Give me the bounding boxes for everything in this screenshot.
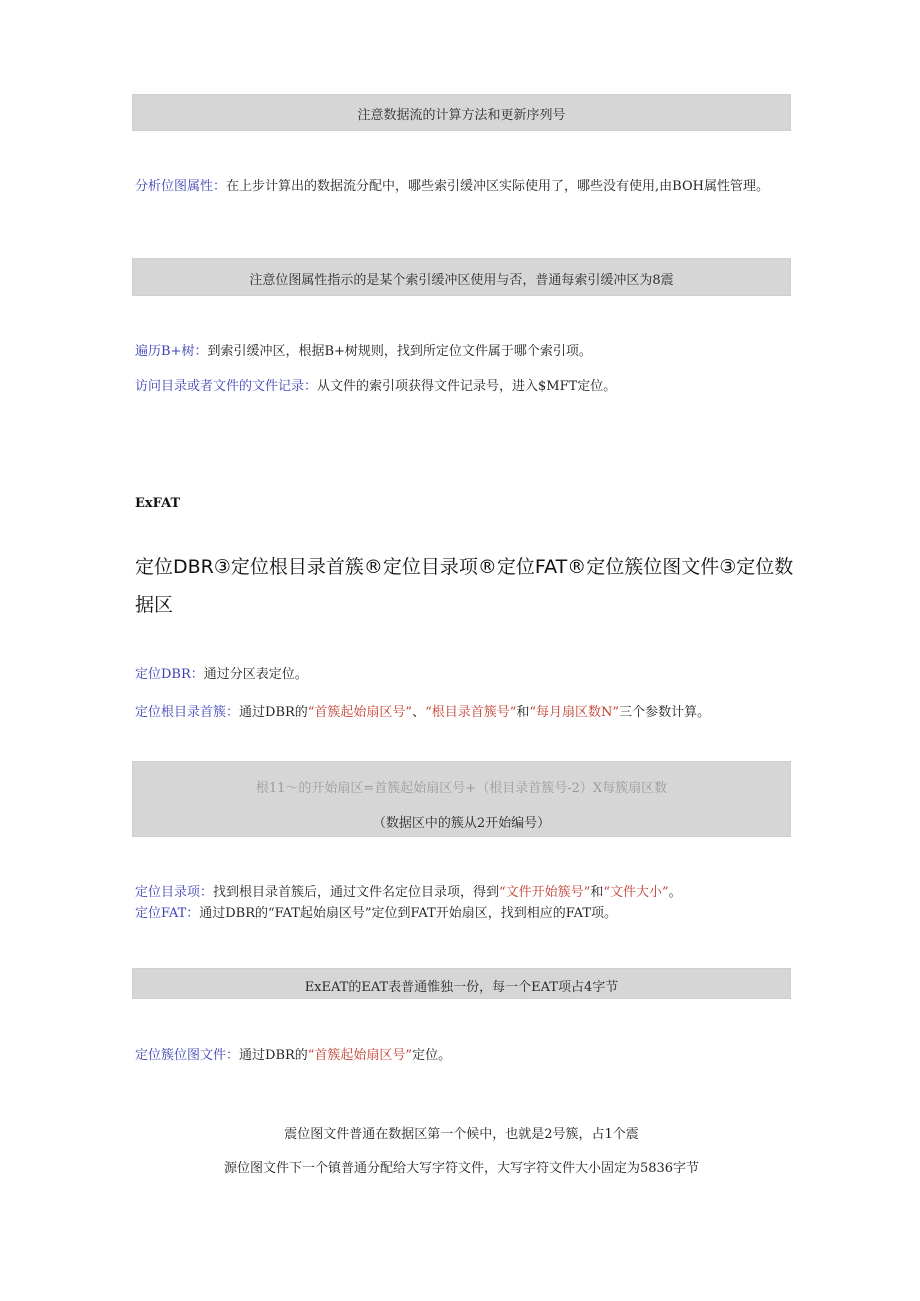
- paragraph-root-cluster: [135, 700, 710, 726]
- separator: 、: [412, 705, 426, 720]
- paragraph-label: 遍历B+树：: [135, 344, 208, 359]
- formula-note: （数据区中的簇从2开始编号）: [372, 816, 551, 831]
- formula-box: [132, 761, 791, 837]
- paragraph-cluster-bitmap: [135, 1043, 451, 1069]
- section-title: ExFAT: [135, 496, 181, 511]
- note-box-data-stream: [132, 94, 791, 131]
- paragraph-traverse-btree: [135, 339, 592, 365]
- paragraph-text: 通过分区表定位。: [203, 667, 308, 682]
- note-box-bitmap: [132, 258, 791, 296]
- paragraph-label: 定位DBR：: [135, 667, 204, 682]
- note-text: ExEAT的EAT表普通惟独一份，每一个EAT项占4字节: [304, 980, 619, 995]
- paragraph-locate-dbr: [135, 662, 308, 688]
- paragraph-text: 。: [668, 885, 682, 900]
- paragraph-label: 分析位图属性：: [135, 179, 227, 194]
- formula-text: 根11～的开始扇区=首簇起始扇区号+（根目录首簇号-2）X每簇扇区数: [255, 781, 668, 796]
- paragraph-text: 在上步计算出的数据流分配中，哪些索引缓冲区实际使用了，哪些没有使用,由BOH属性管理。: [226, 179, 769, 194]
- paragraph-label: 定位根目录首簇：: [135, 705, 240, 720]
- paragraph-text: 三个参数计算。: [619, 705, 711, 720]
- paragraph-text: 和: [516, 705, 530, 720]
- paragraph-bitmap-attribute: [135, 174, 790, 200]
- paragraph-locate-fat: [135, 901, 617, 927]
- centered-note-bitmap-location: 震位图文件普通在数据区第一个候中，也就是2号簇，占1个震: [284, 1127, 639, 1142]
- centered-note-upcase-file: 源位图文件下一个镇普通分配给大写字符文件，大写字符文件大小固定为5836字节: [223, 1161, 700, 1176]
- note-box-fat: [132, 968, 791, 999]
- quoted-term: “首簇起始扇区号”: [307, 705, 413, 720]
- paragraph-file-record: [135, 374, 616, 400]
- paragraph-text: 到索引缓冲区，根据B+树规则，找到所定位文件属于哪个索引项。: [207, 344, 592, 359]
- paragraph-text: 和: [590, 885, 604, 900]
- quoted-term: “根目录首簇号”: [425, 705, 517, 720]
- paragraph-text: 定位。: [412, 1048, 452, 1063]
- quoted-term: “文件大小”: [603, 885, 669, 900]
- paragraph-label: 访问目录或者文件的文件记录：: [135, 379, 318, 394]
- note-text: 注意数据流的计算方法和更新序列号: [357, 108, 566, 123]
- paragraph-text: 找到根目录首簇后，通过文件名定位目录项，得到: [213, 885, 500, 900]
- note-text: 注意位图属性指示的是某个索引缓冲区使用与否，普通每索引缓冲区为8震: [249, 273, 674, 288]
- paragraph-label: 定位FAT：: [135, 906, 200, 921]
- paragraph-text: 通过DBR的“FAT起始扇区号”定位到FAT开始扇区，找到相应的FAT项。: [199, 906, 618, 921]
- paragraph-label: 定位簇位图文件：: [135, 1048, 240, 1063]
- quoted-term: “首簇起始扇区号”: [307, 1048, 413, 1063]
- quoted-term: “每月扇区数N”: [529, 705, 620, 720]
- paragraph-text: 从文件的索引项获得文件记录号，进入$MFT定位。: [317, 379, 617, 394]
- paragraph-text: 通过DBR的: [239, 1048, 308, 1063]
- process-heading: 定位DBR③定位根目录首簇®定位目录项®定位FAT®定位簇位图文件③定位数据区: [135, 556, 794, 616]
- quoted-term: “文件开始簇号”: [499, 885, 591, 900]
- paragraph-text: 通过DBR的: [239, 705, 308, 720]
- paragraph-label: 定位目录项：: [135, 885, 214, 900]
